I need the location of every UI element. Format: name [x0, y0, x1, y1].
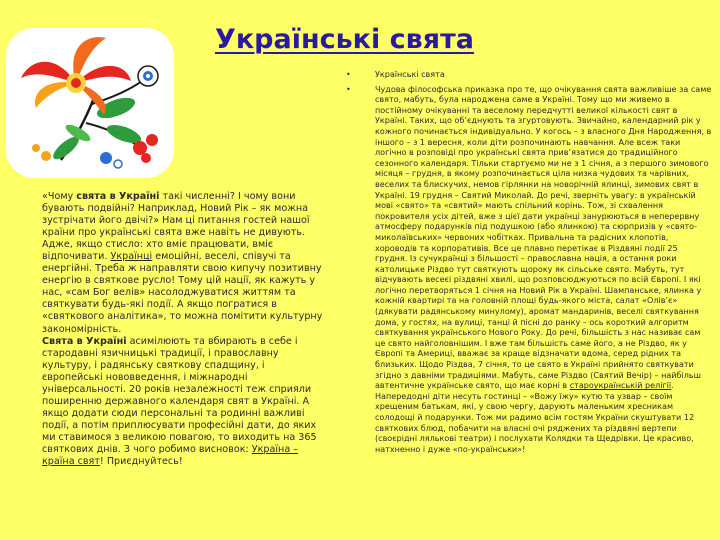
left-paragraph-1: «Чому свята в Україні такі численні? І чому вони бувають подвійні? Наприклад, Новий Рік – як можна зустрічати його двічі?» Нам ці питання гостей нашої країни про українські свята вже навіть не дивують. Адже, якщо стисло: хто вміє працювати, вміє відпочивати. Українці емоційні, веселі, співучі та енергійні. Треба ж направляти свою кипучу позитивну енергію в святкове русло! Тому цій нації, як кажуть у нас, «сам Бог велів» насолоджуватися життям та святкувати будь-які події. А якщо погратися в «святкового аналітика», то можна помітити культурну закономірність. — [42, 191, 323, 335]
ukrainians-link[interactable]: Українці — [110, 251, 153, 263]
bullet-item-2: • Чудова філософська приказка про те, що очікування свята важливіше за саме свято, мабуть, була народжена саме в Україні. Тому що ми живемо в постійному очікуванні та веселому передчутті великої кількості свят в Україні. Таких, що об’єднують та згуртовують. Звичайно, календарний рік у кожного починається індивідуально. У когось – з власного Дня Народження, в іншого – з 1 вересня, коли діти розпочинають навчання. Але всеж таки логічно в розповіді про українські свята прив’язатися до традиційного сезонного календаря. Тільки стартуємо ми не з 1 січня, а з першого зимового місяця – грудня, в якому розпочинається ціла низка чудових та чарівних, веселих та блискучих, немов гірлянки на новорічній ялинці, зимових свят в Україні. 19 грудня – Святий Миколай. До речі, зверніть увагу: в українській мові «свято» та «святий» мають спільний корінь. Тож, зі схвалення покровителя усіх дітей, вже з цієї дати українці занурюються в неперервну атмосферу подарунків під подушкою (або ялинкою) та сюрпризів у «свято-миколаївських» червоних чобітках. Привальна та радісних клопотів, хороводів та корпоративів. Все це плавно перетікає в Різдвяні події 25 грудня. Із сучукраїнці з більшості – православна нація, а остання роки католицьке Різдво тут святкують щороку як сільське свято. Мабуть, тут відчувають весеєі різдвяні хвилі, що розповсюджуються по всій Європі. І які логічно перетворяться 1 січня на Новий Рік в Україні. Шампанське, ялинка у кожній квартирі та на головній площі будь-якого міста, салат «Олів’є» (дякувати радянському минулому), аромат мандаринів, веселі святкування дома, у гостях, на вулиці, танці й пісні до ранку – ось короткий алгоритм святкування українського Нового Року. До речі, більшість з нас називає сам це свято найголовнішим. І вже там більшість саме його, а не Різдво, як у Європі та Америці, вважає за краще відзначати вдома, серед рідних та близьких. Щодо Різдва, 7 січня, то це свято в Україні прийнято святкувати згідно з давніми традиціями. Мабуть, саме Різдво (Святий Вечір) – найбільш автентичне українське свято, що має корні в староукраїнській релігії. Напередодні діти несуть гостинці – «Вожу їжу» кутю та узвар – своїм хрещеним батькам, які, у свою чергу, дарують маленьким хресникам солодощі й подарунки. Тож ми радимо всім гостям України скуштувати 12 святкових блюд, побачити на власні очі ряджених та різдвяні вертепи (своєрідні лялькові театри) і послухати Колядки та Щедрівки. Це красиво, натхненно і дуже «по-українськи»! — [346, 85, 712, 456]
page-title: Українські свята — [215, 24, 474, 55]
old-ukrainian-religion-link[interactable]: староукраїнській релігії — [569, 381, 672, 391]
floral-illustration — [6, 28, 174, 178]
left-paragraph-2: Свята в Україні асимілюють та вбирають в себе і стародавні язичницькі традиції, і православну культуру, і радянську святкову спадщину, і європейські нововведення, і міжнародні універсальності. 20 років незалежності теж сприяли поширенню державного календаря свят в Україні. А якщо додати сюди персональні та родинні важливі події, а потім приплюсувати професійні дати, до яких ми ставимося з великою повагою, то виходить на 365 святкових днів. З чого робимо висновок: Україна – країна свят! Приєднуйтесь! — [42, 335, 317, 468]
bullet-item-1: • Українські свята — [346, 70, 712, 81]
country-of-holidays-link[interactable]: Україна – країна свят — [42, 443, 299, 468]
left-text-column — [42, 191, 324, 468]
right-bullet-list — [346, 70, 712, 455]
